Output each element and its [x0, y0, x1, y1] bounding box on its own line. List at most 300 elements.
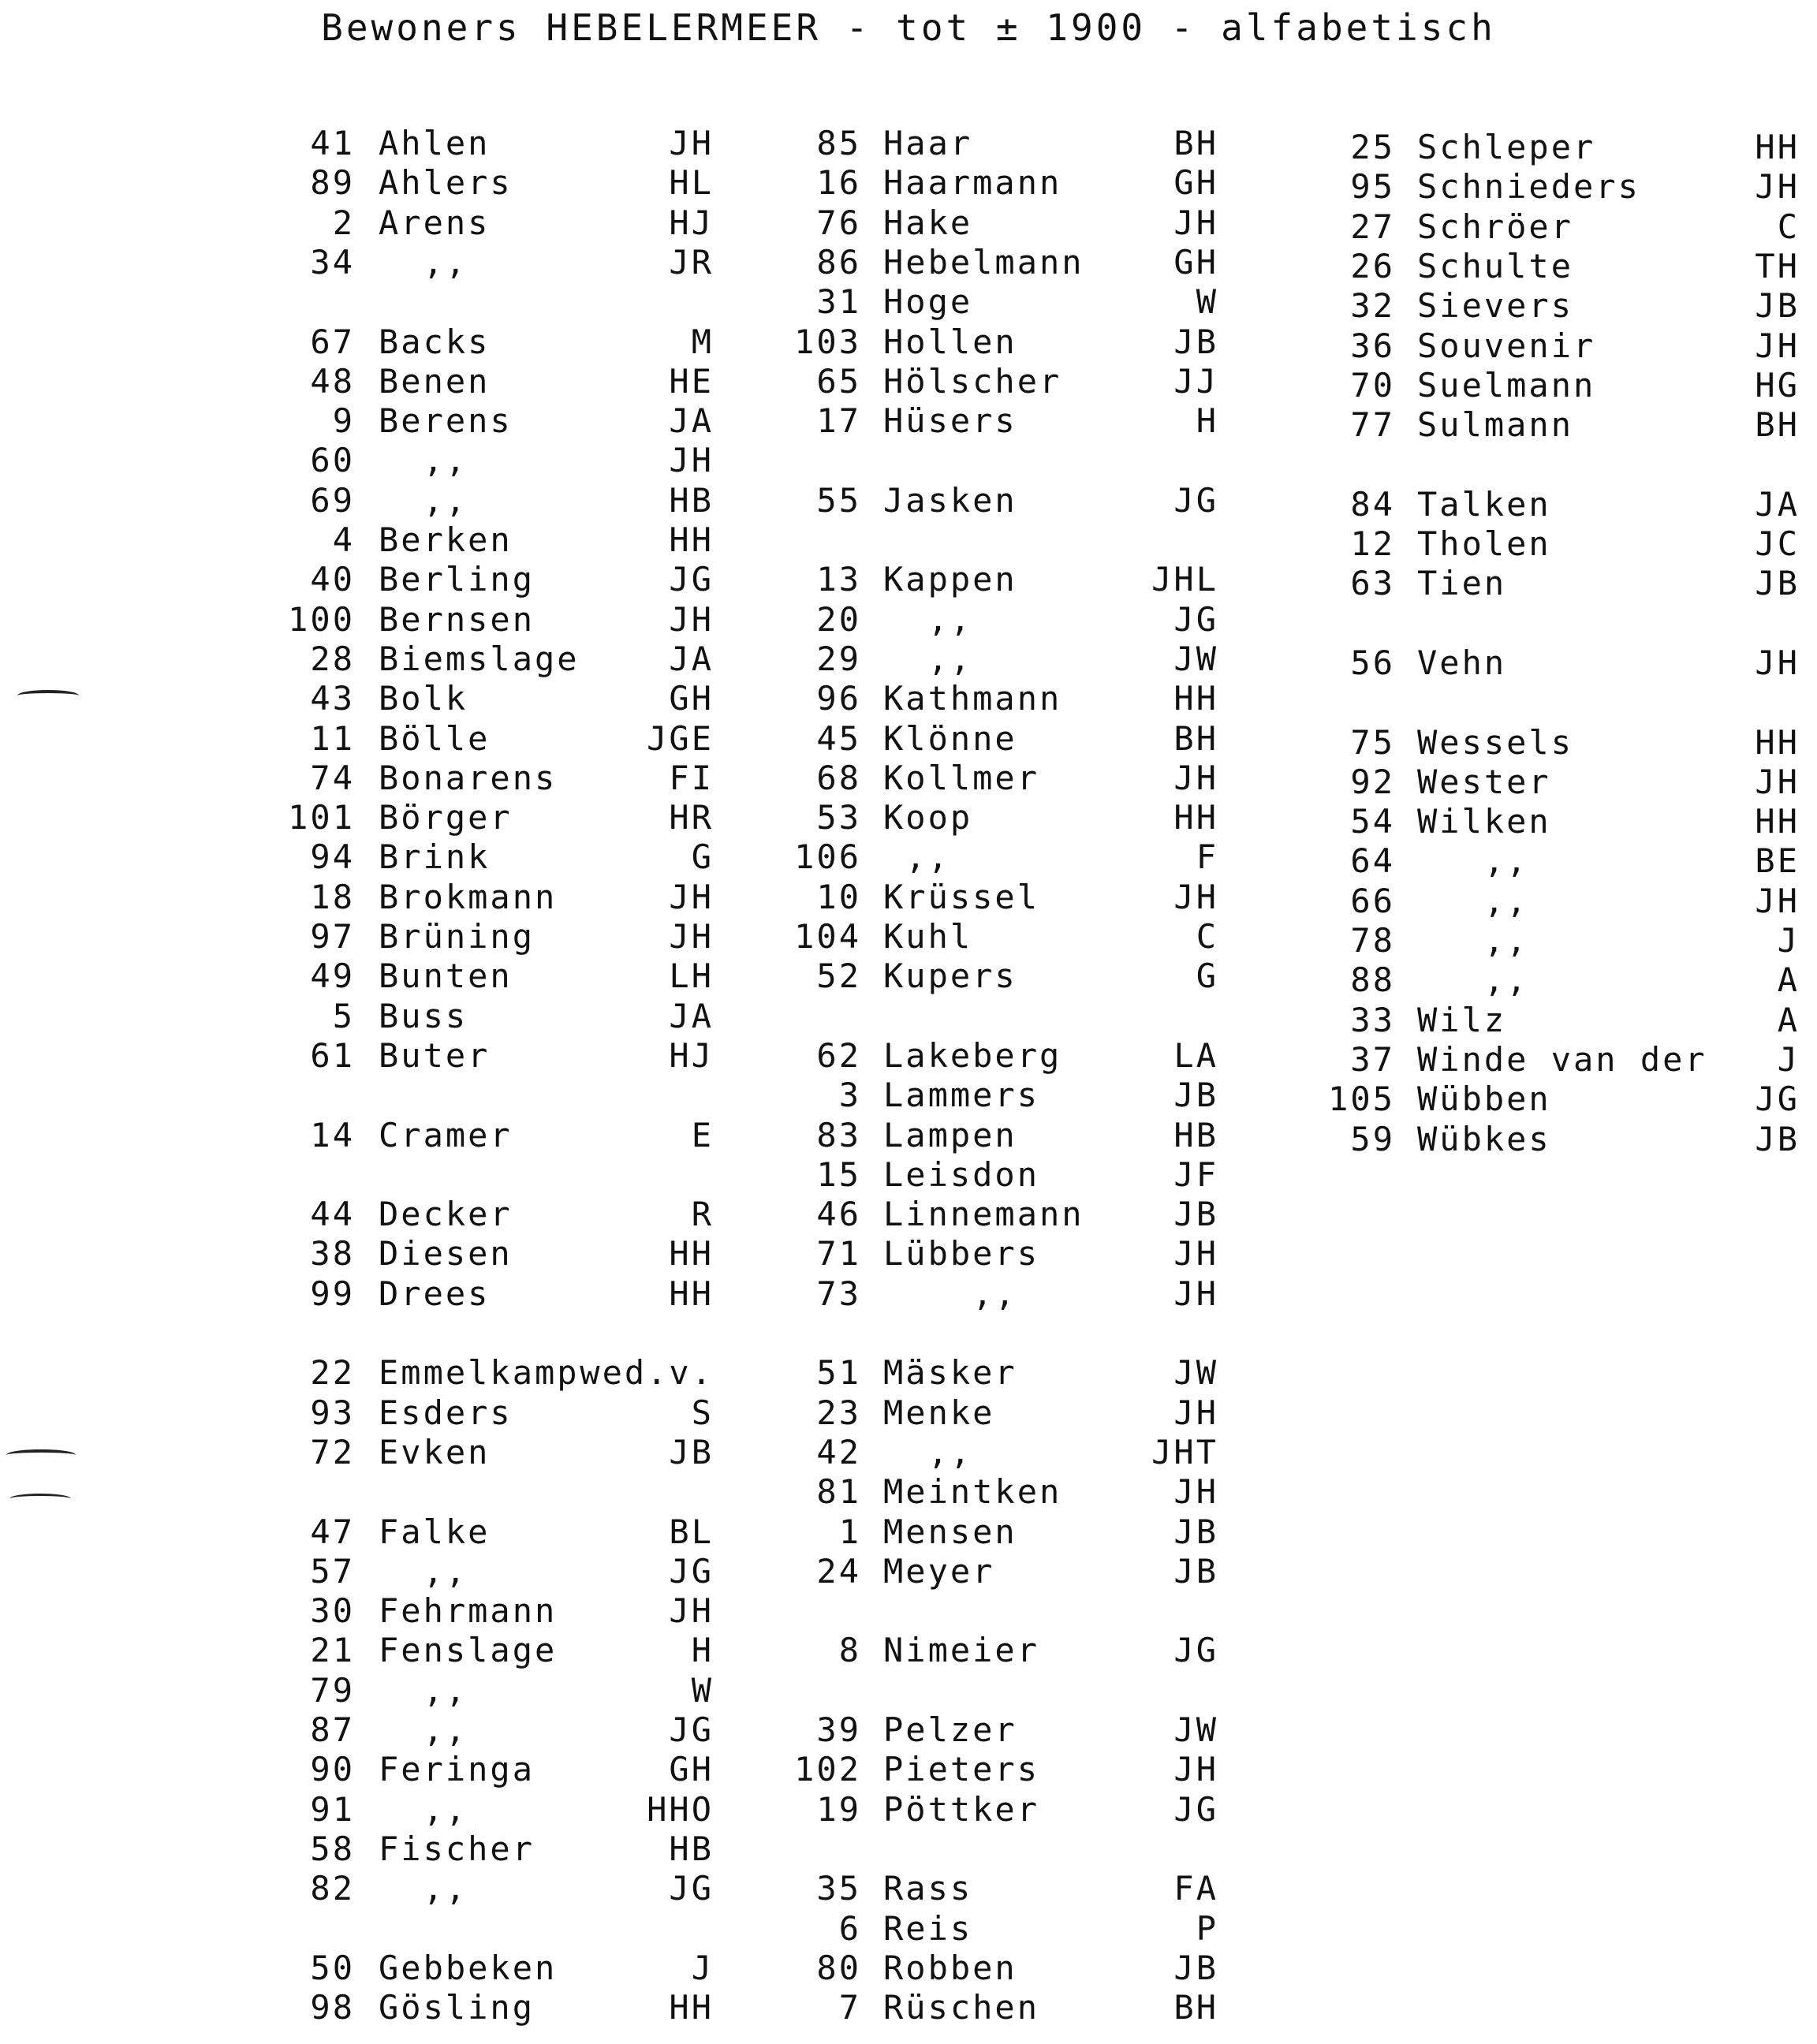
house-number: 10 — [816, 878, 861, 916]
page-title: Bewoners HEBELERMEER - tot ± 1900 - alfabetisch — [321, 6, 1496, 49]
resident-name: Bolk — [379, 679, 468, 718]
list-item — [769, 1036, 1258, 1076]
house-number: 28 — [310, 640, 355, 678]
resident-name: Buss — [379, 997, 468, 1035]
initials: LH — [669, 957, 714, 995]
list-item — [769, 1116, 1258, 1155]
house-number: 83 — [816, 1116, 861, 1154]
resident-name: Cramer — [379, 1116, 513, 1154]
list-item — [1303, 167, 1817, 207]
list-item — [264, 1353, 753, 1393]
house-number: 11 — [310, 719, 355, 758]
resident-name: Feringa — [379, 1750, 535, 1788]
house-number: 82 — [310, 1869, 355, 1908]
initials: JH — [1755, 882, 1800, 920]
house-number: 44 — [310, 1195, 355, 1233]
resident-name: Evken — [379, 1433, 491, 1471]
initials: JG — [1755, 1080, 1800, 1118]
initials: JC — [1755, 524, 1800, 563]
house-number: 29 — [816, 640, 861, 678]
resident-name: Esders — [379, 1393, 513, 1432]
resident-name: Börger — [379, 798, 513, 837]
resident-name: Benen — [379, 362, 491, 401]
initials: JB — [1173, 1195, 1218, 1233]
resident-name: Haar — [883, 124, 973, 162]
initials: G — [691, 837, 714, 876]
initials: JW — [1173, 640, 1218, 678]
list-item — [264, 798, 753, 837]
initials: GH — [669, 1750, 714, 1788]
initials: HR — [669, 798, 714, 837]
resident-name: Berken — [379, 520, 513, 559]
initials: GH — [1173, 163, 1218, 202]
house-number: 15 — [816, 1155, 861, 1194]
initials: JHT — [1151, 1433, 1218, 1471]
list-item — [769, 124, 1258, 163]
resident-name: Winde van der — [1417, 1040, 1707, 1079]
initials: G — [1196, 957, 1218, 995]
house-number: 95 — [1350, 167, 1395, 206]
resident-name: Pöttker — [883, 1790, 1040, 1829]
list-item — [769, 719, 1258, 759]
list-item — [264, 203, 753, 243]
initials: JA — [669, 997, 714, 1035]
list-item — [769, 1710, 1258, 1750]
initials: HH — [1173, 798, 1218, 837]
resident-name: Meintken — [883, 1472, 1062, 1511]
house-number: 24 — [816, 1552, 861, 1591]
list-item — [264, 1036, 753, 1076]
initials: H — [691, 1631, 714, 1669]
list-item — [264, 837, 753, 877]
initials: JH — [669, 878, 714, 916]
house-number: 57 — [310, 1552, 355, 1591]
house-number: 2 — [332, 203, 355, 242]
resident-name: Backs — [379, 323, 491, 361]
initials: JH — [1173, 1393, 1218, 1432]
list-item — [264, 1631, 753, 1670]
house-number: 3 — [838, 1076, 861, 1114]
resident-name: ,, — [379, 1869, 468, 1908]
initials: JG — [1173, 1631, 1218, 1669]
initials: JR — [669, 243, 714, 282]
house-number: 1 — [838, 1512, 861, 1551]
initials: JB — [1173, 1552, 1218, 1591]
house-number: 4 — [332, 520, 355, 559]
initials: H — [1196, 401, 1218, 440]
list-item — [264, 1949, 753, 1988]
resident-name: ,, — [883, 600, 973, 639]
house-number: 73 — [816, 1274, 861, 1313]
resident-name: ,, — [883, 1274, 1017, 1313]
initials: JB — [1173, 1076, 1218, 1114]
initials: JB — [1755, 1120, 1800, 1158]
resident-name: Lakeberg — [883, 1036, 1062, 1075]
house-number: 78 — [1350, 921, 1395, 960]
initials: JG — [1173, 600, 1218, 639]
resident-name: Robben — [883, 1949, 1017, 1987]
resident-name: Ahlers — [379, 163, 513, 202]
initials: A — [1777, 960, 1800, 999]
list-item — [264, 917, 753, 957]
resident-name: ,, — [1417, 960, 1529, 999]
resident-name: ,, — [379, 1552, 468, 1591]
list-item — [1303, 1120, 1817, 1159]
resident-name: ,, — [1417, 882, 1529, 920]
resident-name: Wübkes — [1417, 1120, 1551, 1158]
house-number: 66 — [1350, 882, 1395, 920]
list-item — [769, 1909, 1258, 1949]
list-item — [769, 759, 1258, 798]
initials: HL — [669, 163, 714, 202]
house-number: 92 — [1350, 763, 1395, 801]
house-number: 47 — [310, 1512, 355, 1551]
list-item — [1303, 1040, 1817, 1080]
house-number: 74 — [310, 759, 355, 797]
initials: BH — [1173, 719, 1218, 758]
house-number: 91 — [310, 1790, 355, 1829]
house-number: 56 — [1350, 643, 1395, 682]
initials: JH — [1755, 763, 1800, 801]
house-number: 90 — [310, 1750, 355, 1788]
house-number: 27 — [1350, 207, 1395, 246]
house-number: 23 — [816, 1393, 861, 1432]
resident-name: Lammers — [883, 1076, 1040, 1114]
resident-name: Wessels — [1417, 723, 1574, 762]
list-item — [769, 163, 1258, 203]
house-number: 51 — [816, 1353, 861, 1392]
initials: JB — [1173, 1949, 1218, 1987]
initials: JH — [1173, 203, 1218, 242]
list-item — [264, 957, 753, 996]
house-number: 21 — [310, 1631, 355, 1669]
margin-mark — [17, 690, 79, 701]
house-number: 103 — [794, 323, 861, 361]
initials: BH — [1755, 405, 1800, 444]
list-item — [769, 1433, 1258, 1472]
list-item — [769, 837, 1258, 877]
house-number: 68 — [816, 759, 861, 797]
resident-name: Suelmann — [1417, 366, 1596, 405]
resident-name: Wilz — [1417, 1001, 1507, 1039]
initials: JB — [669, 1433, 714, 1471]
list-item — [769, 1393, 1258, 1433]
list-item — [1303, 841, 1817, 881]
resident-name: Kuhl — [883, 917, 973, 956]
initials: JH — [1173, 878, 1218, 916]
list-item — [769, 1353, 1258, 1393]
house-number: 86 — [816, 243, 861, 282]
resident-name: Hake — [883, 203, 973, 242]
list-item — [769, 1274, 1258, 1314]
house-number: 9 — [332, 401, 355, 440]
initials: HB — [669, 481, 714, 520]
house-number: 77 — [1350, 405, 1395, 444]
list-item — [1303, 802, 1817, 841]
house-number: 67 — [310, 323, 355, 361]
resident-name: Buter — [379, 1036, 491, 1075]
house-number: 8 — [838, 1631, 861, 1669]
list-item — [264, 1988, 753, 2027]
initials: JB — [1173, 323, 1218, 361]
house-number: 34 — [310, 243, 355, 282]
initials: JA — [669, 401, 714, 440]
initials: R — [691, 1195, 714, 1233]
house-number: 63 — [1350, 564, 1395, 602]
initials: HJ — [669, 203, 714, 242]
list-item — [1303, 921, 1817, 960]
house-number: 30 — [310, 1591, 355, 1630]
house-number: 96 — [816, 679, 861, 718]
list-item — [264, 1433, 753, 1472]
initials: C — [1196, 917, 1218, 956]
resident-name: Gösling — [379, 1988, 535, 2027]
house-number: 13 — [816, 560, 861, 599]
resident-name: Kollmer — [883, 759, 1040, 797]
resident-name: Berling — [379, 560, 535, 599]
house-number: 32 — [1350, 286, 1395, 325]
list-item — [769, 1790, 1258, 1830]
initials: P — [1196, 1909, 1218, 1948]
house-number: 50 — [310, 1949, 355, 1987]
resident-name: Leisdon — [883, 1155, 1040, 1194]
house-number: 100 — [288, 600, 355, 639]
resident-name: Gebbeken — [379, 1949, 558, 1987]
house-number: 45 — [816, 719, 861, 758]
initials: JB — [1173, 1512, 1218, 1551]
resident-name: Drees — [379, 1274, 491, 1313]
house-number: 39 — [816, 1710, 861, 1749]
list-item — [264, 560, 753, 599]
list-item — [1303, 207, 1817, 247]
resident-name: ,, — [883, 640, 973, 678]
list-item — [1303, 326, 1817, 366]
list-item — [264, 481, 753, 520]
list-item — [264, 323, 753, 362]
house-number: 85 — [816, 124, 861, 162]
resident-name: Brink — [379, 837, 491, 876]
resident-name: Wester — [1417, 763, 1551, 801]
list-item — [769, 917, 1258, 957]
resident-name: Kathmann — [883, 679, 1062, 718]
resident-name: ,, — [379, 1710, 468, 1749]
resident-name: Hollen — [883, 323, 1017, 361]
initials: HH — [1755, 723, 1800, 762]
house-number: 7 — [838, 1988, 861, 2027]
resident-name: ,, — [1417, 921, 1529, 960]
list-item — [264, 1591, 753, 1631]
margin-mark — [6, 1449, 76, 1460]
resident-name: Rüschen — [883, 1988, 1040, 2027]
initials: BL — [669, 1512, 714, 1551]
house-number: 72 — [310, 1433, 355, 1471]
list-item — [264, 362, 753, 401]
house-number: 54 — [1350, 802, 1395, 841]
resident-name: Ahlen — [379, 124, 491, 162]
house-number: 99 — [310, 1274, 355, 1313]
initials: LA — [1173, 1036, 1218, 1075]
resident-name: Pieters — [883, 1750, 1040, 1788]
house-number: 19 — [816, 1790, 861, 1829]
resident-name: ,, — [883, 837, 950, 876]
resident-name: Jasken — [883, 481, 1017, 520]
initials: TH — [1755, 247, 1800, 285]
house-number: 43 — [310, 679, 355, 718]
initials: GH — [669, 679, 714, 718]
list-item — [769, 1472, 1258, 1512]
list-item — [769, 798, 1258, 837]
house-number: 89 — [310, 163, 355, 202]
initials: JH — [1173, 1472, 1218, 1511]
house-number: 61 — [310, 1036, 355, 1075]
list-item — [264, 679, 753, 718]
margin-mark — [9, 1494, 71, 1504]
list-item — [264, 1234, 753, 1274]
initials: JH — [669, 1591, 714, 1630]
resident-name: Kupers — [883, 957, 1017, 995]
resident-name: Koop — [883, 798, 973, 837]
list-item — [1303, 1080, 1817, 1119]
initials: JW — [1173, 1353, 1218, 1392]
house-number: 93 — [310, 1393, 355, 1432]
resident-name: Hoge — [883, 282, 973, 321]
list-item — [264, 1710, 753, 1750]
list-item — [264, 1274, 753, 1314]
initials: JH — [669, 124, 714, 162]
resident-name: Meyer — [883, 1552, 995, 1591]
initials: HH — [1755, 128, 1800, 166]
house-number: 94 — [310, 837, 355, 876]
initials: J — [1777, 1040, 1800, 1079]
resident-name: Rass — [883, 1869, 973, 1908]
house-number: 101 — [288, 798, 355, 837]
resident-name: Sievers — [1417, 286, 1574, 325]
initials: HB — [669, 1830, 714, 1868]
resident-name: Sulmann — [1417, 405, 1574, 444]
resident-name: Bernsen — [379, 600, 535, 639]
list-item — [1303, 247, 1817, 286]
list-item — [264, 759, 753, 798]
resident-name: Linnemann — [883, 1195, 1084, 1233]
initials: JG — [669, 560, 714, 599]
list-item — [769, 1195, 1258, 1234]
resident-name: Lampen — [883, 1116, 1017, 1154]
list-item — [769, 243, 1258, 282]
initials: JGE — [647, 719, 714, 758]
resident-name: ,, — [379, 1790, 468, 1829]
house-number: 16 — [816, 163, 861, 202]
list-item — [769, 1988, 1258, 2027]
resident-name: Mäsker — [883, 1353, 1017, 1392]
initials: JG — [669, 1552, 714, 1591]
list-item — [769, 401, 1258, 441]
initials: JH — [1755, 167, 1800, 206]
list-item — [264, 997, 753, 1036]
resident-name: Schröer — [1417, 207, 1574, 246]
list-item — [769, 878, 1258, 917]
list-item — [1303, 723, 1817, 763]
list-item — [769, 1512, 1258, 1552]
house-number: 97 — [310, 917, 355, 956]
initials: W — [691, 1671, 714, 1710]
house-number: 62 — [816, 1036, 861, 1075]
list-item — [264, 163, 753, 203]
house-number: 52 — [816, 957, 861, 995]
resident-name: Souvenir — [1417, 326, 1596, 365]
house-number: 38 — [310, 1234, 355, 1273]
resident-name: Hölscher — [883, 362, 1062, 401]
house-number: 69 — [310, 481, 355, 520]
initials: HJ — [669, 1036, 714, 1075]
initials: JH — [1755, 643, 1800, 682]
resident-name: Tien — [1417, 564, 1507, 602]
initials: HH — [1755, 802, 1800, 841]
initials: JB — [1755, 564, 1800, 602]
list-item — [1303, 366, 1817, 405]
initials: JH — [1173, 1750, 1218, 1788]
house-number: 81 — [816, 1472, 861, 1511]
house-number: 59 — [1350, 1120, 1395, 1158]
resident-name: ,, — [379, 1671, 468, 1710]
house-number: 65 — [816, 362, 861, 401]
list-item — [264, 1512, 753, 1552]
initials: JJ — [1173, 362, 1218, 401]
house-number: 80 — [816, 1949, 861, 1987]
initials: A — [1777, 1001, 1800, 1039]
resident-name: Fischer — [379, 1830, 535, 1868]
resident-name: ,, — [1417, 841, 1529, 880]
initials: JG — [669, 1869, 714, 1908]
house-number: 105 — [1328, 1080, 1395, 1118]
initials: JA — [669, 640, 714, 678]
initials: GH — [1173, 243, 1218, 282]
list-item — [264, 520, 753, 560]
initials: HG — [1755, 366, 1800, 405]
initials: J — [691, 1949, 714, 1987]
initials: wed.v. — [580, 1353, 714, 1392]
initials: FA — [1173, 1869, 1218, 1908]
resident-name: Krüssel — [883, 878, 1040, 916]
list-item — [1303, 960, 1817, 1000]
house-number: 41 — [310, 124, 355, 162]
resident-name: Nimeier — [883, 1631, 1040, 1669]
resident-name: Bunten — [379, 957, 513, 995]
resident-name: Vehn — [1417, 643, 1507, 682]
resident-name: Arens — [379, 203, 491, 242]
list-item — [264, 1116, 753, 1155]
list-item — [769, 1155, 1258, 1195]
list-item — [264, 124, 753, 163]
resident-name: Falke — [379, 1512, 491, 1551]
list-item — [1303, 882, 1817, 921]
list-item — [769, 1234, 1258, 1274]
initials: J — [1777, 921, 1800, 960]
resident-name: Biemslage — [379, 640, 580, 678]
resident-name: Brüning — [379, 917, 535, 956]
resident-name: Haarmann — [883, 163, 1062, 202]
resident-name: Kappen — [883, 560, 1017, 599]
resident-name: Fenslage — [379, 1631, 558, 1669]
initials: HB — [1173, 1116, 1218, 1154]
house-number: 20 — [816, 600, 861, 639]
house-number: 53 — [816, 798, 861, 837]
resident-name: Decker — [379, 1195, 513, 1233]
initials: JG — [1173, 1790, 1218, 1829]
list-item — [769, 600, 1258, 640]
house-number: 14 — [310, 1116, 355, 1154]
resident-name: Lübbers — [883, 1234, 1040, 1273]
house-number: 31 — [816, 282, 861, 321]
